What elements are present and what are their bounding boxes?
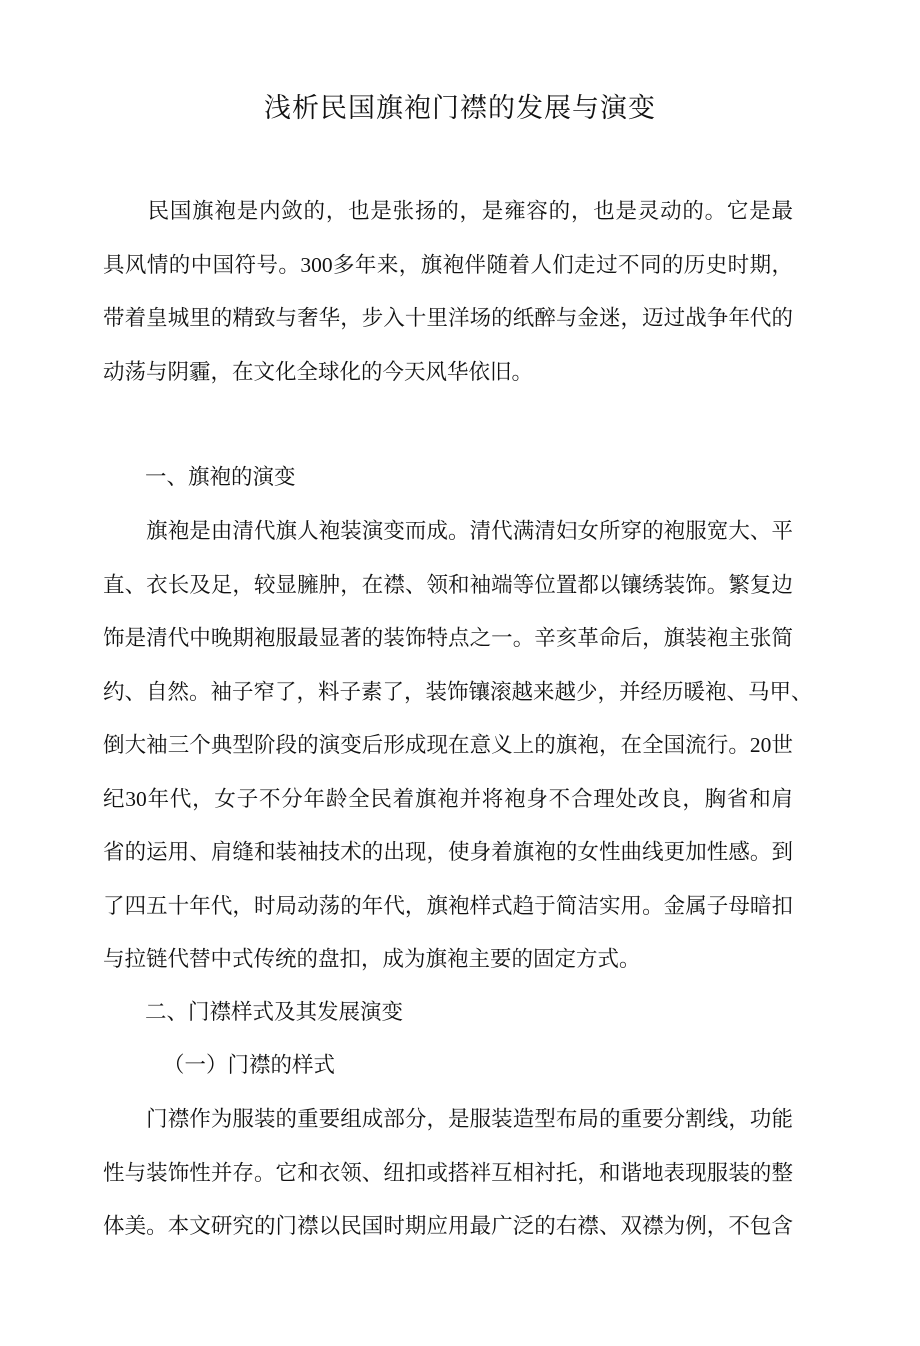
text-line: 民国旗袍是内敛的，也是张扬的，是雍容的，也是灵动的。它是最 (103, 199, 793, 223)
section-heading-2: 二、门襟样式及其发展演变 (145, 1000, 404, 1024)
text-line: 了四五十年代，时局动荡的年代，旗袍样式趋于简洁实用。金属子母暗扣 (103, 893, 793, 918)
text-line: 省的运用、肩缝和装袖技术的出现，使身着旗袍的女性曲线更加性感。到 (103, 840, 793, 864)
text-line: 具风情的中国符号。300多年来，旗袍伴随着人们走过不同的历史时期， (103, 252, 793, 277)
text-line: 带着皇城里的精致与奢华，步入十里洋场的纸醉与金迷，迈过战争年代的 (103, 306, 793, 330)
text-line: 直、衣长及足，较显臃肿，在襟、领和袖端等位置都以镶绣装饰。繁复边 (103, 572, 793, 597)
text-line: 倒大袖三个典型阶段的演变后形成现在意义上的旗袍，在全国流行。20世 (103, 733, 793, 757)
subsection-heading: （一）门襟的样式 (163, 1053, 336, 1077)
text-line: 约、自然。袖子窄了，料子素了，装饰镶滚越来越少，并经历暖袍、马甲、 (103, 679, 813, 704)
text-line: 性与装饰性并存。它和衣领、纽扣或搭袢互相衬托，和谐地表现服装的整 (103, 1160, 793, 1185)
document-title: 浅析民国旗袍门襟的发展与演变 (264, 93, 656, 123)
text-line: 门襟作为服装的重要组成部分，是服装造型布局的重要分割线，功能 (103, 1107, 793, 1131)
text-line: 体美。本文研究的门襟以民国时期应用最广泛的右襟、双襟为例，不包含 (103, 1214, 793, 1238)
section-heading-1: 一、旗袍的演变 (145, 465, 296, 489)
text-line: 旗袍是由清代旗人袍装演变而成。清代满清妇女所穿的袍服宽大、平 (103, 519, 793, 543)
text-line: 动荡与阴霾，在文化全球化的今天风华依旧。 (103, 359, 534, 384)
text-line: 与拉链代替中式传统的盘扣，成为旗袍主要的固定方式。 (103, 947, 641, 971)
text-line: 纪30年代，女子不分年龄全民着旗袍并将袍身不合理处改良，胸省和肩 (103, 786, 793, 811)
text-line: 饰是清代中晚期袍服最显著的装饰特点之一。辛亥革命后，旗装袍主张简 (103, 626, 793, 650)
